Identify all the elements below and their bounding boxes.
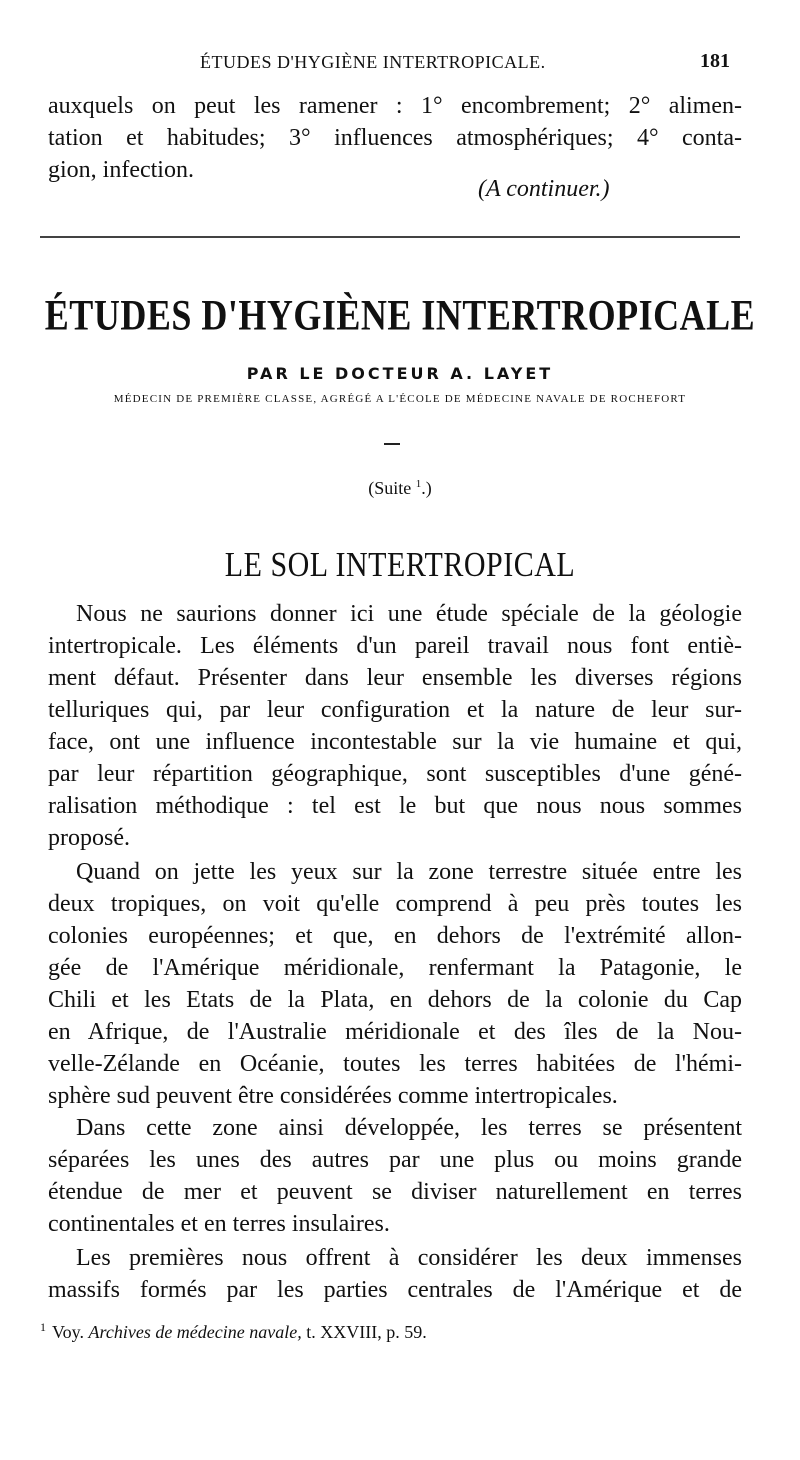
text-line: intertropicale. Les éléments d'un pareil travail nous font entiè- [48,633,742,659]
text-line: gion, infection. [48,157,194,183]
text-line: proposé. [48,825,130,851]
footnote-prefix: Voy. [52,1322,85,1342]
text-line: séparées les unes des autres par une plus ou moins grande [48,1147,742,1173]
text-line: Nous ne saurions donner ici une étude spéciale de la géologie [76,601,742,627]
text-line: velle-Zélande en Océanie, toutes les terres habitées de l'hémi- [48,1051,742,1077]
text-line: gée de l'Amérique méridionale, renfermant la Patagonie, le [48,955,742,981]
text-line: par leur répartition géographique, sont susceptibles d'une géné- [48,761,742,787]
section-title: LE SOL INTERTROPICAL [224,546,576,584]
text-line: massifs formés par les parties centrales de l'Amérique et de [48,1277,742,1303]
footnote-mark: 1 [40,1320,46,1334]
footnote-source: Archives de médecine navale, [88,1322,302,1342]
footnote [40,1320,427,1343]
footnote-reference: 1 [415,478,422,490]
text-line: ralisation méthodique : tel est le but que nous nous sommes [48,793,742,819]
text-line: face, ont une influence incontestable sur la vie humaine et qui, [48,729,742,755]
heading-dash [384,443,400,445]
text-line: ment défaut. Présenter dans leur ensemble les diverses régions [48,665,742,691]
text-line: Les premières nous offrent à considérer les deux immenses [76,1245,742,1271]
text-line: tation et habitudes; 3° influences atmosphériques; 4° conta- [48,125,742,151]
suite-note [0,478,800,499]
author-byline: PAR LE DOCTEUR A. LAYET [246,364,554,383]
footnote-reference-text: t. XXVIII, p. 59. [306,1322,427,1342]
suite-label: (Suite [368,478,412,498]
running-title: ÉTUDES D'HYGIÈNE INTERTROPICALE. [200,52,546,72]
article-title: ÉTUDES D'HYGIÈNE INTERTROPICALE [44,291,756,340]
suite-close: .) [421,478,432,498]
page-number: 181 [700,50,730,72]
text-line: telluriques qui, par leur configuration et la nature de leur sur- [48,697,742,723]
section-divider [40,236,740,238]
text-line: Quand on jette les yeux sur la zone terrestre située entre les [76,859,742,885]
text-line: étendue de mer et peuvent se diviser naturellement en terres [48,1179,742,1205]
text-line: Dans cette zone ainsi développée, les terres se présentent [76,1115,742,1141]
text-line: en Afrique, de l'Australie méridionale et des îles de la Nou- [48,1019,742,1045]
text-line: Chili et les Etats de la Plata, en dehors de la colonie du Cap [48,987,742,1013]
text-line: sphère sud peuvent être considérées comme intertropicales. [48,1083,618,1109]
continuation-note: (A continuer.) [478,176,610,202]
text-line: continentales et en terres insulaires. [48,1211,390,1237]
text-line: auxquels on peut les ramener : 1° encombrement; 2° alimen- [48,93,742,119]
author-affiliation: MÉDECIN DE PREMIÈRE CLASSE, AGRÉGÉ A L'ÉCOLE DE MÉDECINE NAVALE DE ROCHEFORT [113,393,687,405]
text-line: colonies européennes; et que, en dehors de l'extrémité allon- [48,923,742,949]
text-line: deux tropiques, on voit qu'elle comprend à peu près toutes les [48,891,742,917]
running-header [0,50,800,80]
